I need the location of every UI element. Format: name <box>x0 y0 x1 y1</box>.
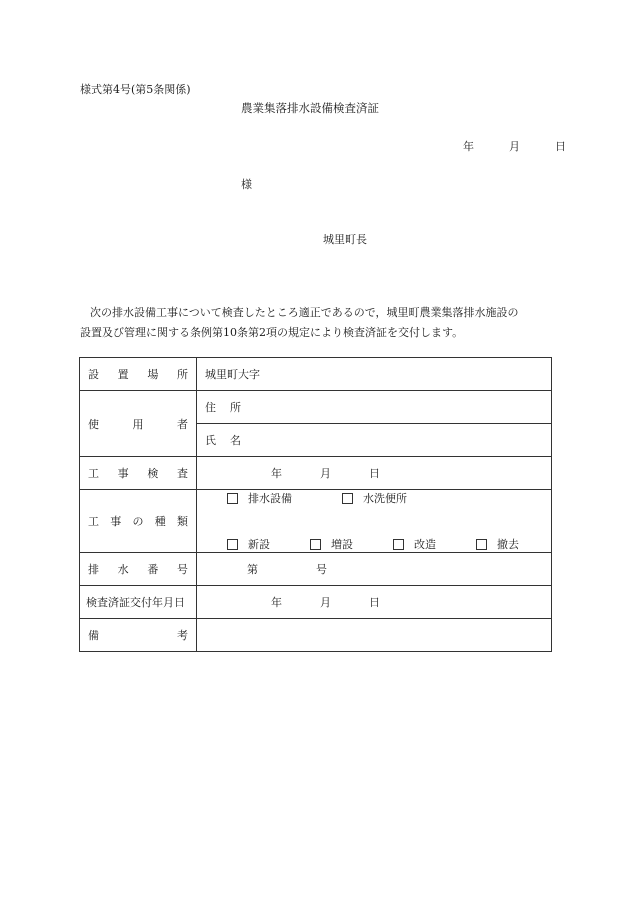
remarks-label: 備 考 <box>80 619 197 652</box>
option-flush-toilet[interactable]: 水洗便所 <box>342 490 407 506</box>
user-name-field[interactable]: 氏 名 <box>197 424 552 457</box>
date-month: 月 <box>509 140 520 153</box>
inspection-form-table <box>79 357 552 652</box>
checkbox-icon[interactable] <box>310 539 321 550</box>
body-line-1: 次の排水設備工事について検査したところ適正であるので，城里町農業集落排水施設の <box>90 306 519 319</box>
document-title: 農業集落排水設備検査済証 <box>241 101 379 115</box>
date-day: 日 <box>555 140 566 153</box>
inspection-row <box>80 457 552 490</box>
option-new[interactable]: 新設 <box>227 536 270 552</box>
remarks-field[interactable] <box>197 619 552 652</box>
addressee: 様 <box>241 178 252 191</box>
user-label: 使 用 者 <box>80 391 197 457</box>
issue-date-row <box>80 586 552 619</box>
checkbox-icon[interactable] <box>393 539 404 550</box>
work-type-options <box>197 490 552 553</box>
user-address-field[interactable]: 住 所 <box>197 391 552 424</box>
issue-date-field[interactable]: 年 月 日 <box>197 586 552 619</box>
body-line-2: 設置及び管理に関する条例第10条第2項の規定により検査済証を交付します。 <box>80 326 464 339</box>
remarks-row <box>80 619 552 652</box>
body-text <box>80 303 552 343</box>
checkbox-icon[interactable] <box>342 493 353 504</box>
checkbox-icon[interactable] <box>227 539 238 550</box>
inspection-label: 工 事 検 査 <box>80 457 197 490</box>
option-expansion[interactable]: 増設 <box>310 536 353 552</box>
user-address-row <box>80 391 552 424</box>
date-year: 年 <box>463 140 474 153</box>
issue-date-line <box>463 138 566 154</box>
drain-number-field[interactable]: 第 号 <box>197 553 552 586</box>
work-type-row <box>80 490 552 553</box>
option-removal[interactable]: 撤去 <box>476 536 519 552</box>
form-number: 様式第4号(第5条関係) <box>80 83 191 96</box>
site-label: 設 置 場 所 <box>80 358 197 391</box>
site-row <box>80 358 552 391</box>
inspection-date-field[interactable]: 年 月 日 <box>197 457 552 490</box>
drain-number-row <box>80 553 552 586</box>
option-renovation[interactable]: 改造 <box>393 536 436 552</box>
site-value[interactable]: 城里町大字 <box>197 358 552 391</box>
checkbox-icon[interactable] <box>227 493 238 504</box>
option-drainage[interactable]: 排水設備 <box>227 490 292 506</box>
issuer: 城里町長 <box>323 233 367 246</box>
work-type-label: 工 事 の 種 類 <box>80 490 197 553</box>
issue-date-label: 検査済証交付年月日 <box>80 586 197 619</box>
drain-number-label: 排 水 番 号 <box>80 553 197 586</box>
checkbox-icon[interactable] <box>476 539 487 550</box>
